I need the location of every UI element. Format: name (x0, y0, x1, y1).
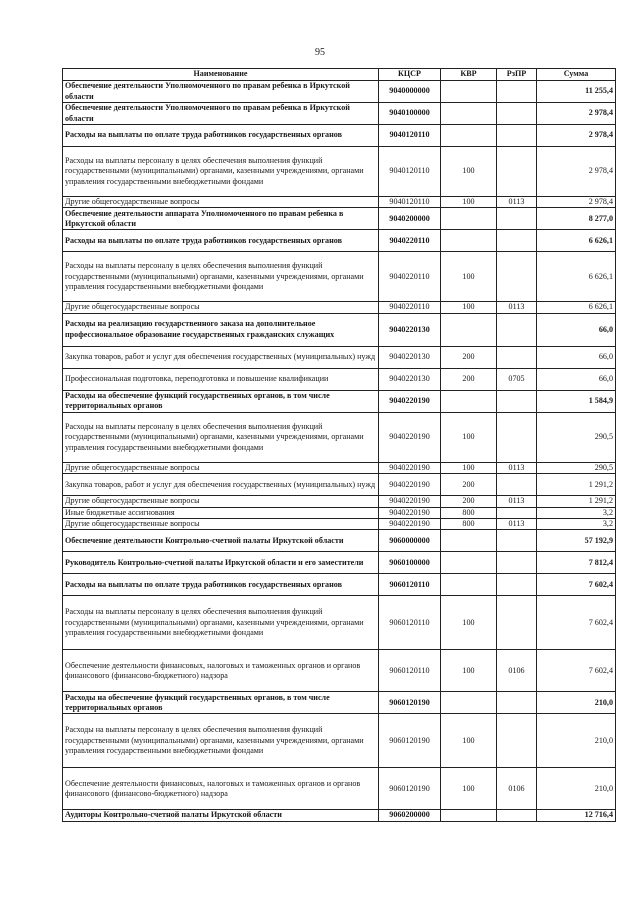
row-name-cell: Профессиональная подготовка, переподготовка и повышение квалификации (63, 368, 379, 390)
row-sum-cell: 6 626,1 (537, 302, 616, 313)
table-row (63, 103, 616, 125)
table-row (63, 519, 616, 530)
table-row (63, 574, 616, 596)
row-rzpr-cell: 0106 (497, 650, 537, 692)
row-name-cell: Расходы на выплаты по оплате труда работников государственных органов (63, 230, 379, 252)
budget-table (62, 68, 616, 822)
row-rzpr-cell (497, 103, 537, 125)
row-kvr-cell (441, 552, 497, 574)
row-kvr-cell (441, 313, 497, 346)
row-sum-cell: 290,5 (537, 412, 616, 462)
row-kcsr-cell: 9060120110 (379, 650, 441, 692)
table-row (63, 474, 616, 496)
table-row (63, 714, 616, 768)
row-sum-cell: 6 626,1 (537, 252, 616, 302)
row-rzpr-cell (497, 474, 537, 496)
row-rzpr-cell (497, 692, 537, 714)
row-sum-cell: 6 626,1 (537, 230, 616, 252)
row-sum-cell: 1 584,9 (537, 390, 616, 412)
row-rzpr-cell (497, 313, 537, 346)
row-kcsr-cell: 9040220190 (379, 474, 441, 496)
row-sum-cell: 66,0 (537, 368, 616, 390)
row-name-cell: Обеспечение деятельности финансовых, налоговых и таможенных органов и органов финансового (финансово-бюджетного) надзора (63, 768, 379, 810)
row-name-cell: Другие общегосударственные вопросы (63, 197, 379, 208)
row-rzpr-cell (497, 412, 537, 462)
row-sum-cell: 1 291,2 (537, 496, 616, 507)
table-header (63, 69, 616, 81)
row-kcsr-cell: 9040220110 (379, 252, 441, 302)
row-name-cell: Расходы на обеспечение функций государственных органов, в том числе территориальных органов (63, 692, 379, 714)
row-rzpr-cell (497, 574, 537, 596)
row-sum-cell: 66,0 (537, 346, 616, 368)
page-number: 95 (315, 47, 325, 58)
row-name-cell: Обеспечение деятельности финансовых, налоговых и таможенных органов и органов финансового (финансово-бюджетного) надзора (63, 650, 379, 692)
header-sum: Сумма (537, 69, 616, 81)
row-kcsr-cell: 9060120110 (379, 596, 441, 650)
row-rzpr-cell (497, 230, 537, 252)
row-sum-cell: 2 978,4 (537, 147, 616, 197)
row-sum-cell: 1 291,2 (537, 474, 616, 496)
row-kcsr-cell: 9040220190 (379, 507, 441, 518)
table-row (63, 390, 616, 412)
row-rzpr-cell (497, 530, 537, 552)
row-kvr-cell: 100 (441, 412, 497, 462)
table-row (63, 552, 616, 574)
row-kvr-cell: 100 (441, 768, 497, 810)
row-kvr-cell: 200 (441, 368, 497, 390)
row-kcsr-cell: 9040220130 (379, 368, 441, 390)
row-rzpr-cell (497, 81, 537, 103)
header-name: Наименование (63, 69, 379, 81)
row-kvr-cell (441, 692, 497, 714)
row-kcsr-cell: 9040220190 (379, 519, 441, 530)
row-name-cell: Аудиторы Контрольно-счетной палаты Иркутской области (63, 810, 379, 821)
row-kcsr-cell: 9040120110 (379, 197, 441, 208)
row-name-cell: Расходы на выплаты персоналу в целях обеспечения выполнения функций государственными (муниципальными) органами, казенными учреждениями, органами управления государственными внебюджетными фондами (63, 596, 379, 650)
row-name-cell: Другие общегосударственные вопросы (63, 462, 379, 473)
row-name-cell: Расходы на выплаты персоналу в целях обеспечения выполнения функций государственными (муниципальными) органами, казенными учреждениями, органами управления государственными внебюджетными фондами (63, 714, 379, 768)
row-kvr-cell (441, 810, 497, 821)
row-kcsr-cell: 9040220190 (379, 462, 441, 473)
row-kcsr-cell: 9060100000 (379, 552, 441, 574)
row-rzpr-cell (497, 346, 537, 368)
row-kvr-cell (441, 530, 497, 552)
row-kvr-cell: 200 (441, 474, 497, 496)
row-name-cell: Расходы на выплаты по оплате труда работников государственных органов (63, 125, 379, 147)
header-rzpr: РзПР (497, 69, 537, 81)
table-row (63, 147, 616, 197)
table-row (63, 496, 616, 507)
table-body (63, 81, 616, 822)
table-row (63, 208, 616, 230)
row-sum-cell: 210,0 (537, 692, 616, 714)
row-kvr-cell (441, 390, 497, 412)
table-row (63, 530, 616, 552)
row-name-cell: Другие общегосударственные вопросы (63, 519, 379, 530)
row-sum-cell: 7 602,4 (537, 596, 616, 650)
row-sum-cell: 7 812,4 (537, 552, 616, 574)
row-rzpr-cell (497, 810, 537, 821)
row-name-cell: Обеспечение деятельности Уполномоченного по правам ребенка в Иркутской области (63, 103, 379, 125)
row-kvr-cell: 800 (441, 507, 497, 518)
header-row (63, 69, 616, 81)
row-kvr-cell (441, 574, 497, 596)
row-kvr-cell: 100 (441, 596, 497, 650)
row-sum-cell: 7 602,4 (537, 574, 616, 596)
table-row (63, 768, 616, 810)
row-kcsr-cell: 9040220190 (379, 412, 441, 462)
row-kcsr-cell: 9060120190 (379, 692, 441, 714)
row-sum-cell: 11 255,4 (537, 81, 616, 103)
row-name-cell: Расходы на обеспечение функций государственных органов, в том числе территориальных органов (63, 390, 379, 412)
row-sum-cell: 2 978,4 (537, 197, 616, 208)
table-row (63, 302, 616, 313)
header-kvr: КВР (441, 69, 497, 81)
row-kcsr-cell: 9040100000 (379, 103, 441, 125)
row-rzpr-cell: 0705 (497, 368, 537, 390)
row-kvr-cell (441, 103, 497, 125)
row-sum-cell: 7 602,4 (537, 650, 616, 692)
table-row (63, 346, 616, 368)
row-name-cell: Обеспечение деятельности аппарата Уполномоченного по правам ребенка в Иркутской области (63, 208, 379, 230)
row-kcsr-cell: 9040220110 (379, 230, 441, 252)
row-rzpr-cell (497, 252, 537, 302)
row-name-cell: Другие общегосударственные вопросы (63, 496, 379, 507)
row-rzpr-cell (497, 125, 537, 147)
row-name-cell: Расходы на выплаты персоналу в целях обеспечения выполнения функций государственными (муниципальными) органами, казенными учреждениями, органами управления государственными внебюджетными фондами (63, 412, 379, 462)
row-kcsr-cell: 9060200000 (379, 810, 441, 821)
row-sum-cell: 12 716,4 (537, 810, 616, 821)
row-rzpr-cell (497, 208, 537, 230)
row-kvr-cell (441, 208, 497, 230)
row-kcsr-cell: 9040220190 (379, 496, 441, 507)
row-name-cell: Закупка товаров, работ и услуг для обеспечения государственных (муниципальных) нужд (63, 474, 379, 496)
row-rzpr-cell: 0113 (497, 496, 537, 507)
row-kcsr-cell: 9060000000 (379, 530, 441, 552)
row-rzpr-cell (497, 507, 537, 518)
row-rzpr-cell (497, 552, 537, 574)
row-kcsr-cell: 9040220110 (379, 302, 441, 313)
table-row (63, 692, 616, 714)
row-kvr-cell: 100 (441, 302, 497, 313)
row-kvr-cell (441, 125, 497, 147)
row-sum-cell: 57 192,9 (537, 530, 616, 552)
row-name-cell: Расходы на выплаты по оплате труда работников государственных органов (63, 574, 379, 596)
row-sum-cell: 2 978,4 (537, 103, 616, 125)
row-rzpr-cell (497, 147, 537, 197)
row-name-cell: Обеспечение деятельности Контрольно-счетной палаты Иркутской области (63, 530, 379, 552)
row-kvr-cell: 100 (441, 714, 497, 768)
table-row (63, 507, 616, 518)
table-row (63, 252, 616, 302)
row-name-cell: Другие общегосударственные вопросы (63, 302, 379, 313)
row-name-cell: Закупка товаров, работ и услуг для обеспечения государственных (муниципальных) нужд (63, 346, 379, 368)
row-kvr-cell: 800 (441, 519, 497, 530)
row-kvr-cell: 100 (441, 650, 497, 692)
row-kcsr-cell: 9040000000 (379, 81, 441, 103)
table-row (63, 650, 616, 692)
row-sum-cell: 3,2 (537, 519, 616, 530)
table-row (63, 230, 616, 252)
row-sum-cell: 2 978,4 (537, 125, 616, 147)
table-row (63, 596, 616, 650)
row-rzpr-cell: 0113 (497, 519, 537, 530)
row-kcsr-cell: 9040120110 (379, 125, 441, 147)
row-sum-cell: 290,5 (537, 462, 616, 473)
row-kvr-cell (441, 81, 497, 103)
table-row (63, 810, 616, 821)
row-kcsr-cell: 9040220130 (379, 346, 441, 368)
header-kcsr: КЦСР (379, 69, 441, 81)
row-rzpr-cell (497, 596, 537, 650)
row-kcsr-cell: 9040220190 (379, 390, 441, 412)
row-rzpr-cell: 0113 (497, 302, 537, 313)
row-kvr-cell: 100 (441, 462, 497, 473)
row-name-cell: Руководитель Контрольно-счетной палаты Иркутской области и его заместители (63, 552, 379, 574)
table-row (63, 81, 616, 103)
row-name-cell: Расходы на реализацию государственного заказа на дополнительное профессиональное образование государственных гражданских служащих (63, 313, 379, 346)
row-kvr-cell: 100 (441, 252, 497, 302)
row-name-cell: Расходы на выплаты персоналу в целях обеспечения выполнения функций государственными (муниципальными) органами, казенными учреждениями, органами управления государственными внебюджетными фондами (63, 252, 379, 302)
row-kvr-cell (441, 230, 497, 252)
row-kcsr-cell: 9060120190 (379, 768, 441, 810)
row-rzpr-cell: 0113 (497, 462, 537, 473)
table-row (63, 197, 616, 208)
table-row (63, 368, 616, 390)
row-kcsr-cell: 9040120110 (379, 147, 441, 197)
row-kvr-cell: 100 (441, 197, 497, 208)
row-kcsr-cell: 9040200000 (379, 208, 441, 230)
row-kcsr-cell: 9040220130 (379, 313, 441, 346)
row-sum-cell: 210,0 (537, 768, 616, 810)
table-row (63, 125, 616, 147)
row-sum-cell: 3,2 (537, 507, 616, 518)
row-rzpr-cell: 0113 (497, 197, 537, 208)
row-kcsr-cell: 9060120110 (379, 574, 441, 596)
row-name-cell: Обеспечение деятельности Уполномоченного по правам ребенка в Иркутской области (63, 81, 379, 103)
row-sum-cell: 8 277,0 (537, 208, 616, 230)
table-row (63, 462, 616, 473)
row-name-cell: Иные бюджетные ассигнования (63, 507, 379, 518)
row-rzpr-cell: 0106 (497, 768, 537, 810)
table-row (63, 412, 616, 462)
row-sum-cell: 66,0 (537, 313, 616, 346)
row-rzpr-cell (497, 714, 537, 768)
row-sum-cell: 210,0 (537, 714, 616, 768)
row-kvr-cell: 100 (441, 147, 497, 197)
table-row (63, 313, 616, 346)
row-kcsr-cell: 9060120190 (379, 714, 441, 768)
row-kvr-cell: 200 (441, 496, 497, 507)
row-kvr-cell: 200 (441, 346, 497, 368)
row-rzpr-cell (497, 390, 537, 412)
row-name-cell: Расходы на выплаты персоналу в целях обеспечения выполнения функций государственными (муниципальными) органами, казенными учреждениями, органами управления государственными внебюджетными фондами (63, 147, 379, 197)
